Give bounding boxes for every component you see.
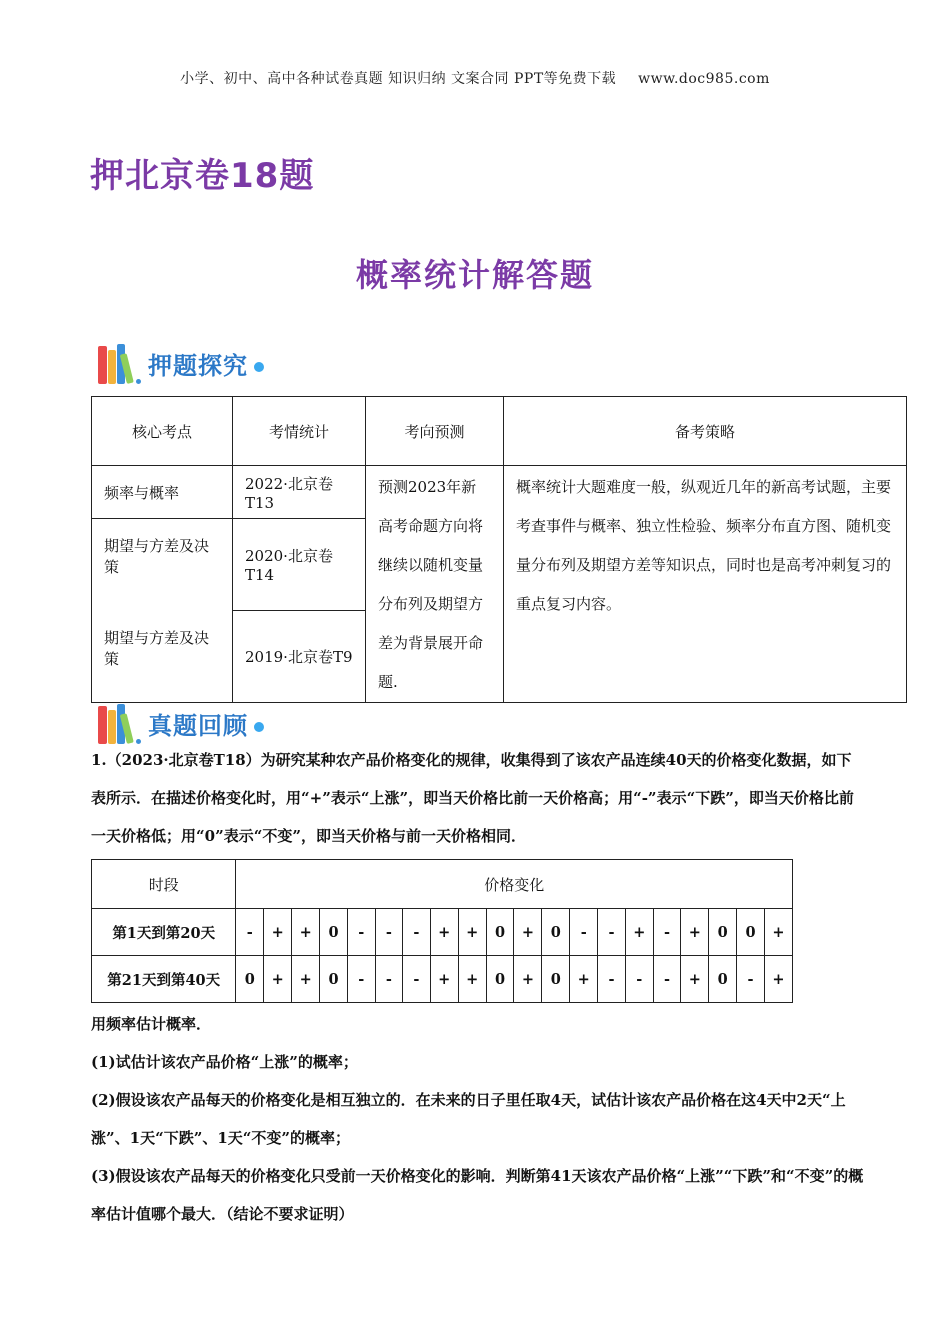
- price-cell: +: [430, 956, 458, 1003]
- row-label: 第1天到第20天: [92, 909, 236, 956]
- price-cell: 0: [320, 909, 348, 956]
- price-cell: +: [292, 909, 320, 956]
- price-cell: -: [403, 956, 431, 1003]
- price-cell: 0: [709, 909, 737, 956]
- price-cell: +: [514, 909, 542, 956]
- section-explore-heading: [96, 338, 264, 388]
- price-cell: -: [598, 909, 626, 956]
- strategy-cell: 概率统计大题难度一般，纵观近几年的新高考试题，主要考查事件与概率、独立性检验、频率分布直方图、随机变量分布列及期望方差等知识点，同时也是高考冲刺复习的重点复习内容。: [504, 466, 907, 703]
- period-header: 时段: [92, 860, 236, 909]
- dot-icon: [254, 722, 264, 732]
- stat-cell: 2022·北京卷T13: [233, 466, 366, 519]
- price-cell: 0: [709, 956, 737, 1003]
- section-explore-label: 押题探究: [148, 351, 248, 380]
- price-cell: -: [403, 909, 431, 956]
- header-text: 小学、初中、高中各种试卷真题 知识归纳 文案合同 PPT等免费下载: [180, 71, 617, 87]
- price-cell: -: [375, 956, 403, 1003]
- topic-text: 期望与方差及决策: [104, 537, 210, 576]
- price-cell: -: [737, 956, 765, 1003]
- price-cell: 0: [486, 956, 514, 1003]
- price-cell: 0: [486, 909, 514, 956]
- price-cell: +: [264, 909, 292, 956]
- books-icon: [96, 702, 146, 744]
- price-cell: -: [570, 909, 598, 956]
- dot-icon: [254, 362, 264, 372]
- price-cell: -: [375, 909, 403, 956]
- price-cell: -: [653, 956, 681, 1003]
- table-header: 考向预测: [366, 397, 504, 466]
- table-header: 备考策略: [504, 397, 907, 466]
- price-cell: +: [292, 956, 320, 1003]
- price-change-header: 价格变化: [236, 860, 793, 909]
- price-change-table: [91, 859, 793, 1003]
- price-cell: +: [764, 909, 792, 956]
- question-2: (2)假设该农产品每天的价格变化是相互独立的．在未来的日子里任取4天，试估计该农产品价格在这4天中2天“上涨”、1天“下跌”、1天“不变”的概率；: [91, 1091, 846, 1147]
- price-cell: 0: [737, 909, 765, 956]
- price-cell: +: [625, 909, 653, 956]
- price-cell: +: [264, 956, 292, 1003]
- books-icon: [96, 342, 146, 384]
- question-3: (3)假设该农产品每天的价格变化只受前一天价格变化的影响．判断第41天该农产品价格“上涨”“下跌”和“不变”的概率估计值哪个最大．（结论不要求证明）: [91, 1167, 864, 1223]
- price-cell: +: [430, 909, 458, 956]
- question-1: (1)试估计该农产品价格“上涨”的概率；: [91, 1053, 358, 1071]
- topic-cell: 频率与概率: [92, 466, 233, 519]
- price-cell: -: [653, 909, 681, 956]
- price-cell: +: [681, 909, 709, 956]
- table-row: [92, 909, 793, 956]
- topic-cell: [92, 519, 233, 703]
- price-cell: +: [570, 956, 598, 1003]
- row-label: 第21天到第40天: [92, 956, 236, 1003]
- price-cell: -: [348, 956, 376, 1003]
- main-title: 押北京卷18题: [90, 156, 315, 196]
- price-cell: -: [348, 909, 376, 956]
- table-header-row: [92, 860, 793, 909]
- price-cell: 0: [236, 956, 264, 1003]
- exam-analysis-table: [91, 396, 907, 703]
- header-site[interactable]: www.doc985.com: [638, 71, 770, 87]
- table-header: 考情统计: [233, 397, 366, 466]
- price-cell: +: [681, 956, 709, 1003]
- price-cell: -: [625, 956, 653, 1003]
- price-cell: -: [236, 909, 264, 956]
- problem-intro: 1.（2023·北京卷T18）为研究某种农产品价格变化的规律，收集得到了该农产品连续40天的价格变化数据，如下表所示．在描述价格变化时，用“+”表示“上涨”，即当天价格比前一天价格高；用“-”表示“下跌”，即当天价格比前一天价格低；用“0”表示“不变”，即当天价格与前一天价格相同．: [91, 751, 854, 845]
- topic-text: 期望与方差及决策: [104, 629, 210, 668]
- price-cell: +: [458, 909, 486, 956]
- note-line: 用频率估计概率．: [91, 1015, 212, 1033]
- stat-cell: 2020·北京卷T14: [233, 519, 366, 611]
- forecast-cell: 预测2023年新高考命题方向将继续以随机变量分布列及期望方差为背景展开命题.: [366, 466, 504, 703]
- price-cell: 0: [542, 956, 570, 1003]
- price-cell: +: [514, 956, 542, 1003]
- section-review-label: 真题回顾: [148, 711, 248, 740]
- table-header: 核心考点: [92, 397, 233, 466]
- price-cell: 0: [542, 909, 570, 956]
- table-row: [92, 466, 907, 519]
- price-cell: -: [598, 956, 626, 1003]
- problem-questions: [91, 1005, 871, 1233]
- page-header: [0, 68, 950, 88]
- price-cell: 0: [320, 956, 348, 1003]
- price-cell: +: [458, 956, 486, 1003]
- table-header-row: [92, 397, 907, 466]
- stat-cell: 2019·北京卷T9: [233, 611, 366, 703]
- sub-title: 概率统计解答题: [355, 256, 594, 294]
- table-row: [92, 956, 793, 1003]
- price-cell: +: [764, 956, 792, 1003]
